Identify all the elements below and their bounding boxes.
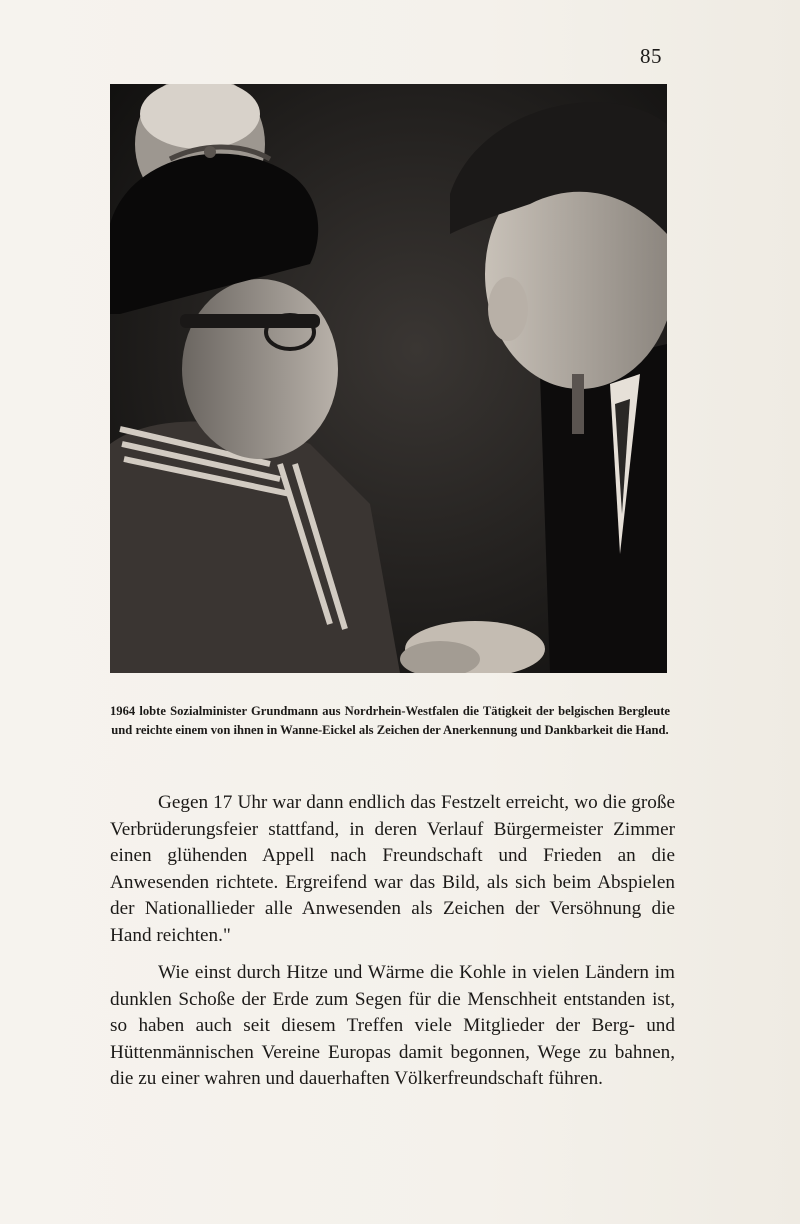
page-number: 85 [640,44,662,68]
photograph [110,84,667,673]
photo-caption: 1964 lobte Sozialminister Grundmann aus Nordrhein-Westfalen die Tätigkeit der belgischen Bergleute und reichte einem von ihnen in Wanne-Eickel als Zeichen der Anerkennung und Dankbarkeit die Hand. [110,704,670,737]
paragraph: Gegen 17 Uhr war dann endlich das Festzelt erreicht, wo die große Verbrüderungsfeier stattfand, in deren Verlauf Bürgermeister Zimmer einen glühenden Appell nach Freundschaft und Frieden an die Anwesenden richtete. Ergreifend war das Bild, als sich beim Abspielen der Nationallieder alle Anwesenden als Zeichen der Versöhnung die Hand reichten." [110,792,675,946]
photo-handshake-image [110,84,667,673]
body-text [110,790,675,1093]
paragraph: Wie einst durch Hitze und Wärme die Kohle in vielen Ländern im dunklen Schoße der Erde zum Segen für die Menschheit entstanden ist, so haben auch seit diesem Treffen viele Mitglieder der Berg- und Hüttenmännischen Vereine Europas damit begonnen, Wege zu bahnen, die zu einer wahren und dauerhaften Völkerfreundschaft führen. [110,962,675,1089]
